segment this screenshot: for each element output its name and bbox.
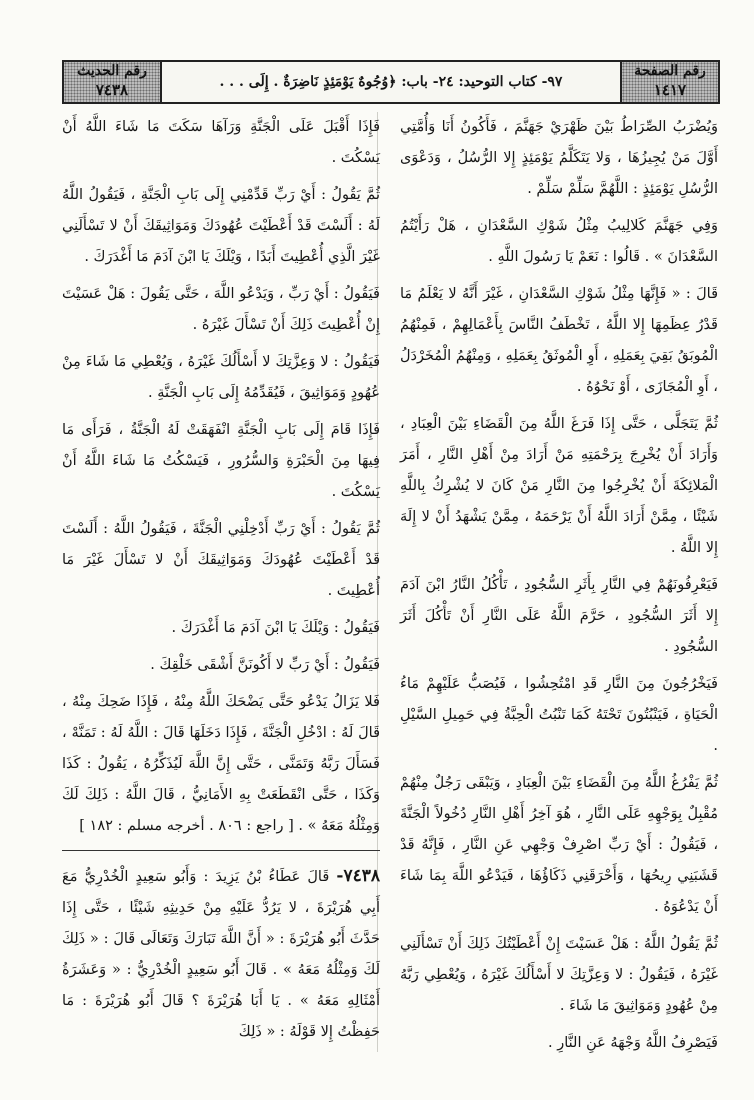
paragraph: فَإِذَا أَقْبَلَ عَلَى الْجَنَّةِ وَرَآهَا سَكَتَ مَا شَاءَ اللَّهُ أَنْ يَسْكُتَ . bbox=[62, 119, 380, 166]
page-number-box bbox=[620, 62, 718, 102]
left-column bbox=[62, 112, 380, 1054]
hadith-number: ٧٤٣٨- bbox=[336, 866, 381, 886]
page-number-label: رقم الصفحة bbox=[634, 63, 706, 79]
paragraph: وَفِي جَهَنَّمَ كَلالِيبُ مِثْلُ شَوْكِ السَّعْدَانِ ، هَلْ رَأَيْتُمُ السَّعْدَانَ » . قَالُوا : نَعَمْ يَا رَسُولَ اللَّهِ . bbox=[400, 218, 718, 265]
paragraph: فَيَعْرِفُونَهُمْ فِي النَّارِ بِأَثَرِ السُّجُودِ ، تَأْكُلُ النَّارُ ابْنَ آدَمَ إِلا أَثَرَ السُّجُودِ ، حَرَّمَ اللَّهُ عَلَى النَّارِ أَنْ تَأْكُلَ أَثَرَ السُّجُودِ . bbox=[400, 577, 718, 655]
paragraph: فَيَخْرُجُونَ مِنَ النَّارِ قَدِ امْتُحِشُوا ، فَيُصَبُّ عَلَيْهِمْ مَاءُ الْحَيَاةِ ، فَيَنْبُتُونَ تَحْتَهُ كَمَا تَنْبُتُ الْحِبَّةُ فِي حَمِيلِ السَّيْلِ . bbox=[400, 676, 718, 754]
hadith-number-value: ٧٤٣٨ bbox=[95, 81, 129, 99]
paragraph: فَيَقُولُ : أَيْ رَبِّ ، وَيَدْعُو اللَّهَ ، حَتَّى يَقُولَ : هَلْ عَسَيْتَ إِنْ أُعْطِيتَ ذَلِكَ أَنْ تَسْأَلَ غَيْرَهُ . bbox=[62, 286, 380, 333]
paragraph: فَلا يَزَالُ يَدْعُو حَتَّى يَضْحَكَ اللَّهُ مِنْهُ ، فَإِذَا ضَحِكَ مِنْهُ ، قَالَ لَهُ : ادْخُلِ الْجَنَّةَ ، فَإِذَا دَخَلَهَا قَالَ : اللَّهُ لَهُ : تَمَنَّهْ ، فَسَأَلَ رَبَّهُ وَتَمَنَّى ، حَتَّى إِنَّ اللَّهَ لَيُذَكِّرُهُ ، يَقُولُ : كَذَا وَكَذَا ، حَتَّى انْقَطَعَتْ بِهِ الأَمَانِيُّ ، قَالَ اللَّهُ : ذَلِكَ لَكَ وَمِثْلُهُ مَعَهُ » . [ راجع : ٨٠٦ . أخرجه مسلم : ١٨٢ ] bbox=[62, 694, 380, 834]
paragraph: وَيُضْرَبُ الصِّرَاطُ بَيْنَ ظَهْرَيْ جَهَنَّمَ ، فَأَكُونُ أَنَا وَأُمَّتِي أَوَّلَ مَنْ يُجِيزُهَا ، وَلا يَتَكَلَّمُ يَوْمَئِذٍ إِلا الرُّسُلُ ، وَدَعْوَى الرُّسُلِ يَوْمَئِذٍ : اللَّهُمَّ سَلِّمْ سَلِّمْ . bbox=[400, 119, 718, 197]
page-header bbox=[62, 60, 720, 104]
hadith-number-box bbox=[64, 62, 162, 102]
hadith-separator bbox=[62, 850, 380, 851]
hadith-text: قَالَ عَطَاءُ بْنُ يَزِيدَ : وَأَبُو سَعِيدٍ الْخُدْرِيُّ مَعَ أَبِي هُرَيْرَةَ ، لا يَرُدُّ عَلَيْهِ مِنْ حَدِيثِهِ شَيْئًا ، حَتَّى إِذَا حَدَّثَ أَبُو هُرَيْرَةَ : « أَنَّ اللَّهَ تَبَارَكَ وَتَعَالَى قَالَ : « ذَلِكَ لَكَ وَمِثْلُهُ مَعَهُ » . قَالَ أَبُو سَعِيدٍ الْخُدْرِيُّ : « وَعَشَرَةُ أَمْثَالِهِ مَعَهُ » . يَا أَبَا هُرَيْرَةَ ؟ قَالَ أَبُو هُرَيْرَةَ : مَا حَفِظْتُ إِلا قَوْلَهُ : « ذَلِكَ bbox=[62, 869, 380, 1040]
paragraph: ثُمَّ يَتَجَلَّى ، حَتَّى إِذَا فَرَغَ اللَّهُ مِنَ الْقَضَاءِ بَيْنَ الْعِبَادِ ، وَأَرَادَ أَنْ يُخْرِجَ بِرَحْمَتِهِ مَنْ أَرَادَ مِنْ أَهْلِ النَّارِ ، أَمَرَ الْمَلائِكَةَ أَنْ يُخْرِجُوا مِنَ النَّارِ مَنْ كَانَ لا يُشْرِكُ بِاللَّهِ شَيْئًا ، مِمَّنْ أَرَادَ اللَّهُ أَنْ يَرْحَمَهُ ، مِمَّنْ يَشْهَدُ أَنْ لا إِلَهَ إِلا اللَّهُ . bbox=[400, 416, 718, 556]
paragraph: ثُمَّ يَقُولُ : أَيْ رَبِّ قَدِّمْنِي إِلَى بَابِ الْجَنَّةِ ، فَيَقُولُ اللَّهُ لَهُ : أَلَسْتَ قَدْ أَعْطَيْتَ عُهُودَكَ وَمَوَاثِيقَكَ أَنْ لا تَسْأَلَنِي غَيْرَ الَّذِي أُعْطِيتَ أَبَدًا ، وَيْلَكَ يَا ابْنَ آدَمَ مَا أَغْدَرَكَ . bbox=[62, 187, 380, 265]
paragraph: ثُمَّ يَقُولُ اللَّهُ : هَلْ عَسَيْتَ إِنْ أَعْطَيْتُكَ ذَلِكَ أَنْ تَسْأَلَنِي غَيْرَهُ ، فَيَقُولُ : لا وَعِزَّتِكَ لا أَسْأَلُكَ غَيْرَهُ ، وَيُعْطِي رَبَّهُ مِنْ عُهُودٍ وَمَوَاثِيقَ مَا شَاءَ . bbox=[400, 936, 718, 1014]
paragraph: فَيَقُولُ : أَيْ رَبِّ لا أَكُونَنَّ أَشْقَى خَلْقِكَ . bbox=[150, 657, 380, 673]
right-column bbox=[400, 112, 718, 1065]
paragraph: قَالَ : « فَإِنَّهَا مِثْلُ شَوْكِ السَّعْدَانِ ، غَيْرَ أَنَّهُ لا يَعْلَمُ مَا قَدْرُ عِظَمِهَا إِلا اللَّهُ ، تَخْطَفُ النَّاسَ بِأَعْمَالِهِمْ ، فَمِنْهُمُ الْمُوبَقُ بَقِيَ بِعَمَلِهِ ، أَوِ الْمُوثَقُ بِعَمَلِهِ ، وَمِنْهُمُ الْمُخَرْدَلُ ، أَوِ الْمُجَازَى ، أَوْ نَحْوُهُ . bbox=[400, 286, 718, 395]
hadith-number-label: رقم الحديث bbox=[77, 63, 147, 79]
paragraph: فَإِذَا قَامَ إِلَى بَابِ الْجَنَّةِ انْفَهَقَتْ لَهُ الْجَنَّةُ ، فَرَأَى مَا فِيهَا مِنَ الْحَبْرَةِ وَالسُّرُورِ ، فَيَسْكُتُ مَا شَاءَ اللَّهُ أَنْ يَسْكُتَ . bbox=[62, 422, 380, 500]
running-title: ٩٧- كتاب التوحيد: ٢٤- باب: ﴿وُجُوهٌ يَوْمَئِذٍ نَاضِرَةٌ . إِلَى . . . bbox=[219, 74, 563, 90]
hadith-entry bbox=[62, 861, 380, 1048]
page-number-value: ١٤١٧ bbox=[653, 81, 687, 99]
paragraph: فَيَقُولُ : وَيْلَكَ يَا ابْنَ آدَمَ مَا أَغْدَرَكَ . bbox=[171, 620, 380, 636]
paragraph: ثُمَّ يَقُولُ : أَيْ رَبِّ أَدْخِلْنِي الْجَنَّةَ ، فَيَقُولُ اللَّهُ : أَلَسْتَ قَدْ أَعْطَيْتَ عُهُودَكَ وَمَوَاثِيقَكَ أَنْ لا تَسْأَلَ غَيْرَ مَا أُعْطِيتَ . bbox=[62, 521, 380, 599]
paragraph: ثُمَّ يَفْرُغُ اللَّهُ مِنَ الْقَضَاءِ بَيْنَ الْعِبَادِ ، وَيَبْقَى رَجُلٌ مِنْهُمْ مُقْبِلٌ بِوَجْهِهِ عَلَى النَّارِ ، هُوَ آخِرُ أَهْلِ النَّارِ دُخُولاً الْجَنَّةَ ، فَيَقُولُ : أَيْ رَبِّ اصْرِفْ وَجْهِي عَنِ النَّارِ ، فَإِنَّهُ قَدْ قَشَبَنِي رِيحُهَا ، وَأَحْرَقَنِي ذَكَاؤُهَا ، فَيَدْعُو اللَّهَ بِمَا شَاءَ أَنْ يَدْعُوَهُ . bbox=[400, 775, 718, 915]
paragraph: فَيَصْرِفُ اللَّهُ وَجْهَهُ عَنِ النَّارِ . bbox=[548, 1035, 718, 1051]
paragraph: فَيَقُولُ : لا وَعِزَّتِكَ لا أَسْأَلُكَ غَيْرَهُ ، وَيُعْطِي مَا شَاءَ مِنْ عُهُودٍ وَمَوَاثِيقَ ، فَيُقَدِّمُهُ إِلَى بَابِ الْجَنَّةِ . bbox=[62, 354, 380, 401]
